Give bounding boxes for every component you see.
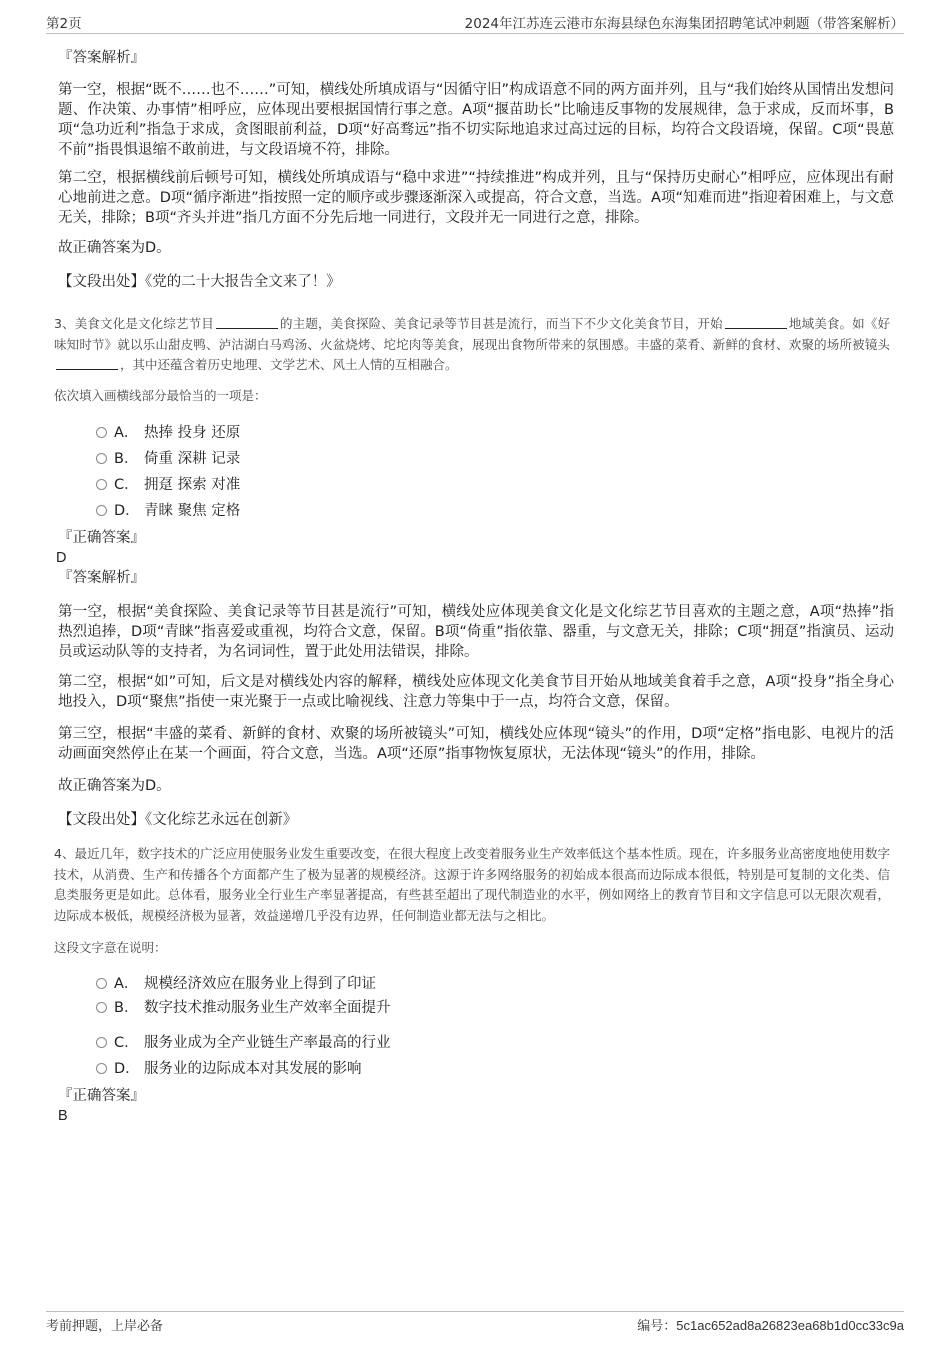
answer-label: 『正确答案』 xyxy=(58,530,145,546)
analysis-paragraph: 第三空，根据“丰盛的菜肴、新鲜的食材、欢聚的场所被镜头”可知，横线处应体现“镜头”的作用，D项“定格”指电影、电视片的活动画面突然停止在某一个画面，符合文意，当选。A项“还原”指事物恢复原状，无法体现“镜头”的作用，排除。 xyxy=(58,726,894,762)
radio-icon[interactable] xyxy=(96,1037,107,1048)
page-header xyxy=(46,12,904,32)
option-a[interactable]: A． 热捧 投身 还原 xyxy=(96,422,240,444)
fill-blank xyxy=(725,315,787,329)
fill-blank xyxy=(216,315,278,329)
document-code: 编号：5c1ac652ad8a26823ea68b1d0cc33c9a xyxy=(637,1318,904,1334)
radio-icon[interactable] xyxy=(96,505,107,516)
option-b[interactable]: B． 数字技术推动服务业生产效率全面提升 xyxy=(96,997,391,1019)
analysis-label: 『答案解析』 xyxy=(58,50,145,66)
header-divider xyxy=(46,33,904,34)
option-c[interactable]: C． 服务业成为全产业链生产率最高的行业 xyxy=(96,1032,391,1054)
radio-icon[interactable] xyxy=(96,479,107,490)
source-citation: 【文段出处】《文化综艺永远在创新》 xyxy=(58,812,298,828)
option-a[interactable]: A． 规模经济效应在服务业上得到了印证 xyxy=(96,973,376,995)
analysis-paragraph: 第一空，根据“美食探险、美食记录等节目甚是流行”可知，横线处应体现美食文化是文化综艺节目喜欢的主题之意，A项“热捧”指热烈追捧，D项“青睐”指喜爱或重视，均符合文意，保留。B项“倚重”指依靠、器重，与文意无关，排除；C项“拥趸”指演员、运动员或运动队等的支持者，为名词词性，置于此处用法错误，排除。 xyxy=(58,604,894,660)
page-number: 第2页 xyxy=(46,16,82,32)
option-d[interactable]: D． 青睐 聚焦 定格 xyxy=(96,500,240,522)
question-4-text: 4、最近几年，数字技术的广泛应用使服务业发生重要改变，在很大程度上改变着服务业生产效率低这个基本性质。现在，许多服务业高密度地使用数字技术，从消费、生产和传播各个方面都产生了极为显著的规模经济。这源于许多网络服务的初始成本很高而边际成本很低，特别是可复制的文化类、信息类服务更是如此。总体看，服务业全行业生产率显著提高，有些甚至超出了现代制造业的水平，例如网络上的教育节目和文字信息可以无限次观看，边际成本极低，规模经济极为显著，效益递增几乎没有边界，任何制造业都无法与之相比。 xyxy=(54,846,890,923)
correct-answer: B xyxy=(58,1108,68,1124)
radio-icon[interactable] xyxy=(96,1063,107,1074)
radio-icon[interactable] xyxy=(96,453,107,464)
option-d[interactable]: D． 服务业的边际成本对其发展的影响 xyxy=(96,1058,362,1080)
answer-label: 『正确答案』 xyxy=(58,1088,145,1104)
question-prompt: 这段文字意在说明： xyxy=(54,940,167,955)
conclusion-text: 故正确答案为D。 xyxy=(58,240,171,256)
conclusion-text: 故正确答案为D。 xyxy=(58,778,171,794)
page-footer xyxy=(46,1315,904,1335)
footer-slogan: 考前押题，上岸必备 xyxy=(46,1319,164,1334)
analysis-paragraph: 第二空，根据“如”可知，后文是对横线处内容的解释，横线处应体现文化美食节目开始从地域美食着手之意，A项“投身”指全身心地投入，D项“聚焦”指使一束光聚于一点或比喻视线、注意力等集中于一点，均符合文意，保留。 xyxy=(58,674,894,710)
footer-divider xyxy=(46,1311,904,1312)
question-3-text: 3、美食文化是文化综艺节目 的主题，美食探险、美食记录等节目甚是流行，而当下不少文化美食节目，开始 地域美食。如《好味知时节》就以乐山甜皮鸭、泸沽湖白马鸡汤、火盆烧烤、坨坨肉等美食，展现出食物所带来的氛围感。丰盛的菜肴、新鲜的食材、欢聚的场所被镜头，其中还蕴含着历史地理、文学艺术、风土人情的互相融合。 xyxy=(54,316,890,372)
analysis-paragraph: 第二空，根据横线前后顿号可知，横线处所填成语与“稳中求进”“持续推进”构成并列，且与“保持历史耐心”相呼应，应体现出有耐心地前进之意。D项“循序渐进”指按照一定的顺序或步骤逐渐深入或提高，符合文意，当选。A项“知难而进”指迎着困难上，与文意无关，排除；B项“齐头并进”指几方面不分先后地一同进行，文段并无一同进行之意，排除。 xyxy=(58,170,894,226)
option-b[interactable]: B． 倚重 深耕 记录 xyxy=(96,448,240,470)
document-title: 2024年江苏连云港市东海县绿色东海集团招聘笔试冲刺题（带答案解析） xyxy=(464,16,904,32)
radio-icon[interactable] xyxy=(96,1002,107,1013)
radio-icon[interactable] xyxy=(96,978,107,989)
source-citation: 【文段出处】《党的二十大报告全文来了！》 xyxy=(58,274,341,290)
analysis-paragraph: 第一空，根据“既不……也不……”可知，横线处所填成语与“因循守旧”构成语意不同的两方面并列，且与“我们始终从国情出发想问题、作决策、办事情”相呼应，应体现出要根据国情行事之意。A项“揠苗助长”比喻违反事物的发展规律，急于求成，反而坏事，B项“急功近利”指急于求成，贪图眼前利益，D项“好高骛远”指不切实际地追求过高过远的目标，均符合文段语境，保留。C项“畏葸不前”指畏惧退缩不敢前进，与文段语境不符，排除。 xyxy=(58,82,894,158)
correct-answer: D xyxy=(56,550,67,566)
radio-icon[interactable] xyxy=(96,427,107,438)
analysis-label: 『答案解析』 xyxy=(58,570,145,586)
question-prompt: 依次填入画横线部分最恰当的一项是： xyxy=(54,388,267,403)
fill-blank xyxy=(56,356,118,370)
option-c[interactable]: C． 拥趸 探索 对准 xyxy=(96,474,240,496)
